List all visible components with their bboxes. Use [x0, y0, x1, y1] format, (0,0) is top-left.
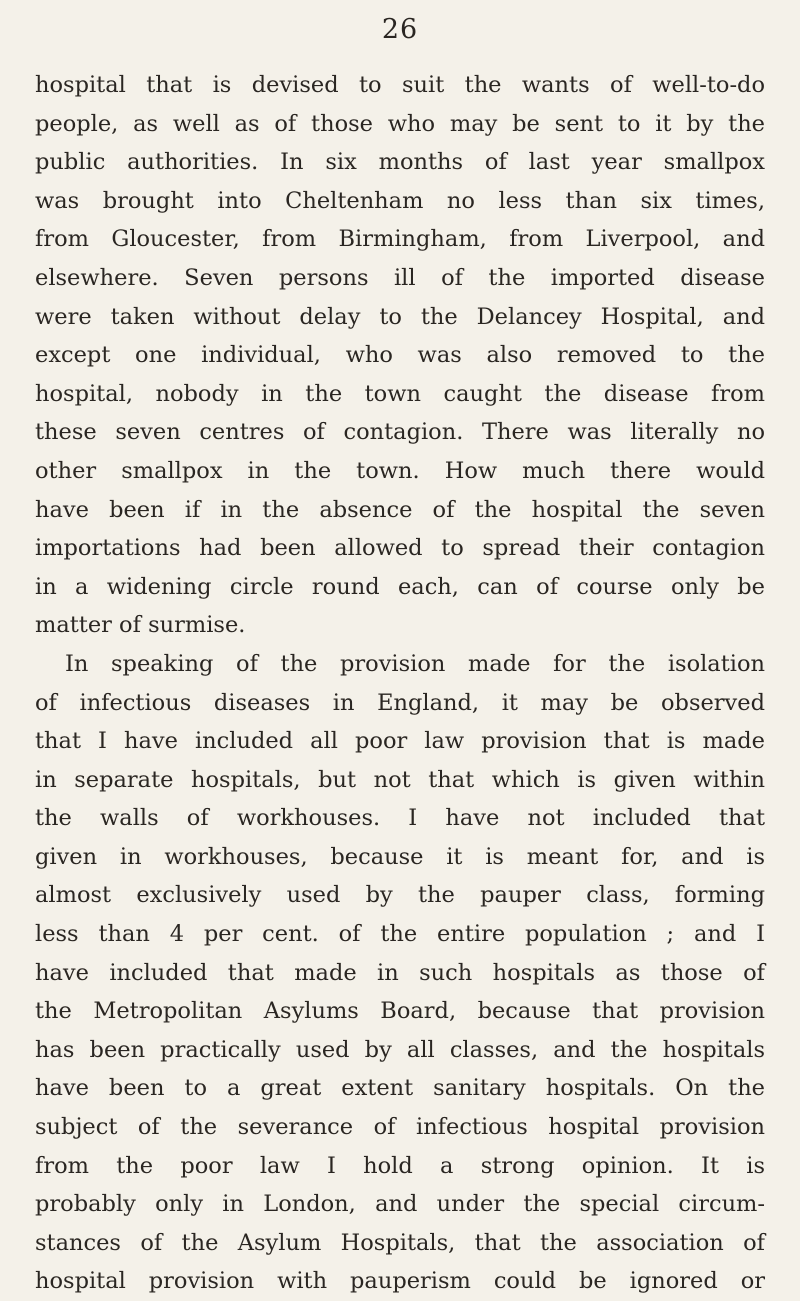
text-line: the Metropolitan Asylums Board, because that provision: [35, 998, 765, 1025]
text-line: have included that made in such hospitals as those of: [35, 959, 765, 986]
text-line: have been to a great extent sanitary hospitals. On the: [35, 1075, 765, 1102]
text-line: was brought into Cheltenham no less than six times,: [35, 187, 765, 214]
text-line: importations had been allowed to spread their contagion: [35, 535, 765, 562]
text-line: probably only in London, and under the special circum-: [35, 1191, 765, 1218]
text-line: elsewhere. Seven persons ill of the imported disease: [35, 264, 765, 291]
text-line: in a widening circle round each, can of course only be: [35, 573, 765, 600]
text-line: in separate hospitals, but not that which is given within: [35, 766, 765, 793]
text-line: almost exclusively used by the pauper class, forming: [35, 882, 765, 909]
text-line: hospital that is devised to suit the wants of well-to-do: [35, 72, 765, 98]
text-line: have been if in the absence of the hospital the seven: [35, 496, 765, 523]
text-line: public authorities. In six months of last year smallpox: [35, 149, 765, 176]
text-line: subject of the severance of infectious hospital provision: [35, 1114, 765, 1141]
text-line: of infectious diseases in England, it may be observed: [35, 689, 765, 716]
text-line: these seven centres of contagion. There was literally no: [35, 419, 765, 446]
text-line: has been practically used by all classes, and the hospitals: [35, 1036, 765, 1063]
paragraph-end-line: matter of surmise.: [35, 612, 246, 639]
text-line: stances of the Asylum Hospitals, that the association of: [35, 1229, 765, 1256]
page-number: 26: [381, 14, 419, 45]
text-line: people, as well as of those who may be sent to it by the: [35, 110, 765, 137]
text-line: hospital, nobody in the town caught the disease from: [35, 380, 765, 407]
paragraph-start-line: In speaking of the provision made for the isolation: [65, 650, 765, 677]
body-text: [35, 66, 765, 1301]
text-line: other smallpox in the town. How much there would: [35, 457, 765, 484]
text-line: from the poor law I hold a strong opinion. It is: [35, 1152, 765, 1179]
text-line: given in workhouses, because it is meant for, and is: [35, 843, 765, 870]
text-line: were taken without delay to the Delancey Hospital, and: [35, 303, 765, 330]
text-line: from Gloucester, from Birmingham, from Liverpool, and: [35, 226, 765, 253]
text-line: less than 4 per cent. of the entire population ; and I: [35, 921, 765, 948]
text-line: hospital provision with pauperism could be ignored or: [35, 1268, 765, 1295]
text-line: the walls of workhouses. I have not included that: [35, 805, 765, 832]
text-line: that I have included all poor law provision that is made: [35, 728, 765, 755]
text-line: except one individual, who was also removed to the: [35, 342, 765, 369]
